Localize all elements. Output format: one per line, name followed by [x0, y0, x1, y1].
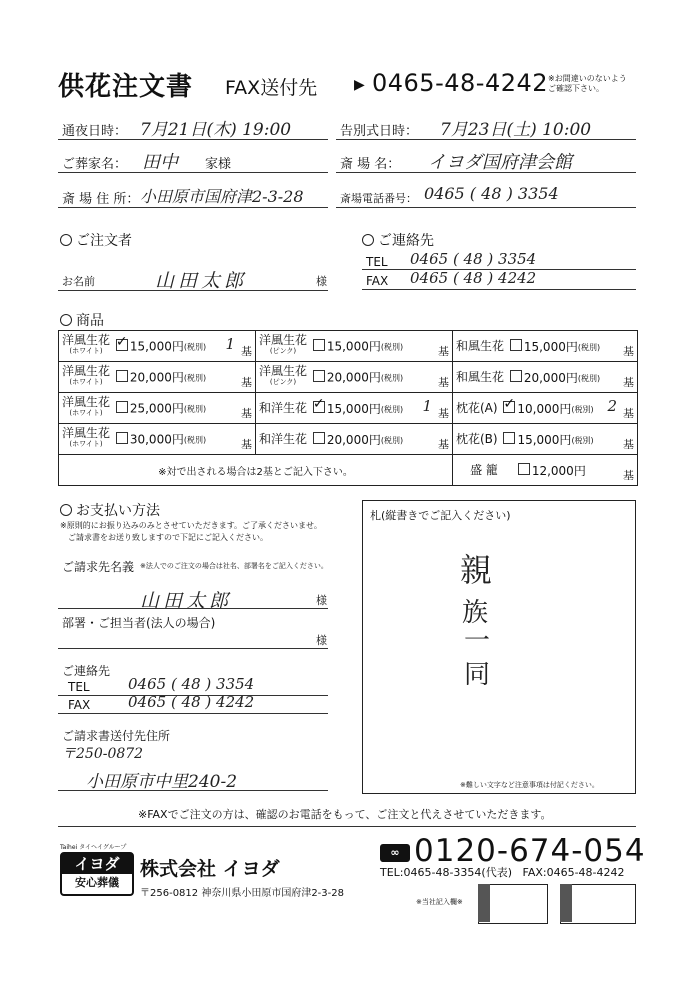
- unit-label: 基: [623, 345, 634, 358]
- company-name: 株式会社 イヨダ: [140, 858, 280, 880]
- fax-confirm-note: ※FAXでご注文の方は、確認のお電話をもって、ご注文と代えさせていただきます。: [138, 808, 552, 821]
- orderer-heading: [60, 230, 132, 250]
- hall-underline: [336, 172, 636, 173]
- unit-label: 基: [241, 345, 252, 358]
- checkbox[interactable]: [116, 432, 128, 444]
- product-color: (ホワイト): [69, 378, 103, 386]
- product-cell[interactable]: [256, 424, 453, 455]
- office-use-stamp-2: [560, 884, 572, 922]
- tax-note: (税別): [183, 373, 207, 383]
- product-qty: 1: [225, 335, 235, 353]
- billing-zip-value: 〒250-0872: [62, 746, 144, 762]
- payment-note-2: ご請求書をお送り致しますので下記にご記入ください。: [68, 533, 268, 542]
- checkbox[interactable]: [503, 401, 515, 413]
- kokubetsu-label: 告別式日時：: [340, 124, 419, 139]
- tax-note: (税別): [571, 404, 594, 414]
- unit-label: 基: [438, 438, 449, 451]
- products-heading-text: 商品: [76, 313, 104, 329]
- product-price: 10,000円: [517, 401, 572, 416]
- payment-contact-label: ご連絡先: [62, 664, 111, 678]
- fuda-char-4: 同: [464, 660, 491, 690]
- product-cell[interactable]: [256, 393, 453, 424]
- company-address: 〒256-0812 神奈川県小田原市国府津2-3-28: [140, 888, 344, 899]
- family-label: ご葬家名：: [62, 157, 128, 172]
- unit-label: 基: [438, 407, 449, 420]
- product-color: (ホワイト): [69, 347, 103, 355]
- group-label: Taihei タイヘイグループ: [60, 844, 127, 851]
- contact-heading-text: ご連絡先: [378, 233, 434, 249]
- orderer-name-label: お名前: [62, 275, 95, 288]
- product-price: 20,000円: [523, 370, 578, 385]
- payment-tel-label: TEL: [68, 680, 90, 694]
- hall-tel-value: 0465 ( 48 ) 3354: [424, 184, 559, 203]
- kokubetsu-underline: [336, 139, 636, 140]
- unit-label: 基: [623, 438, 634, 451]
- product-name: 洋風生花: [259, 364, 308, 378]
- unit-label: 基: [438, 376, 449, 389]
- product-color: (ホワイト): [69, 440, 103, 448]
- company-logo: [60, 852, 134, 896]
- freedial-number: 0120-674-054: [414, 833, 646, 869]
- tsuya-label: 通夜日時：: [62, 124, 128, 139]
- office-use-stamp-1: [478, 884, 490, 922]
- contact-fax-label: FAX: [366, 274, 389, 288]
- unit-label: 基: [241, 407, 252, 420]
- unit-label: 基: [241, 376, 252, 389]
- product-name: 和洋生花: [259, 400, 308, 415]
- office-use-label: ※当社記入欄※: [416, 898, 463, 906]
- fuda-char-1: 親: [460, 551, 493, 589]
- product-qty: 2: [607, 397, 617, 415]
- product-name: 和洋生花: [259, 431, 308, 446]
- fuda-box[interactable]: [362, 500, 636, 794]
- checkbox[interactable]: [313, 432, 325, 444]
- orderer-heading-text: ご注文者: [76, 233, 132, 249]
- unit-label: 基: [623, 407, 634, 420]
- product-name: 洋風生花: [62, 426, 111, 440]
- contact-fax-value: 0465 ( 48 ) 4242: [410, 269, 537, 287]
- dept-underline: [58, 648, 328, 649]
- orderer-underline: [58, 290, 328, 291]
- logo-text-2: 安心葬儀: [75, 876, 119, 889]
- products-table: [58, 330, 638, 486]
- table-row: [59, 362, 638, 393]
- checkbox[interactable]: [313, 401, 325, 413]
- tax-note: (税別): [577, 373, 601, 383]
- fuda-char-3: 一: [464, 626, 491, 656]
- products-heading: [60, 310, 104, 330]
- product-price: 15,000円: [129, 339, 184, 354]
- product-cell[interactable]: [59, 362, 256, 393]
- billing-label: ご請求先名義: [62, 560, 135, 574]
- product-name: 和風生花: [456, 369, 505, 384]
- unit-label: 基: [623, 469, 634, 482]
- unit-label: 基: [623, 376, 634, 389]
- dept-label: 部署・ご担当者(法人の場合): [62, 616, 216, 630]
- pair-note: ※対で出される場合は2基とご記入下さい。: [158, 466, 353, 478]
- product-price: 15,000円: [326, 339, 381, 354]
- circle-icon: [60, 234, 72, 246]
- tax-note: (税別): [183, 342, 207, 352]
- product-price: 30,000円: [129, 432, 184, 447]
- billing-note: ※法人でのご注文の場合は社名、部署名をご記入ください。: [140, 562, 328, 570]
- checkbox[interactable]: [503, 432, 515, 444]
- hall-value: イヨダ国府津会館: [428, 152, 572, 173]
- product-cell[interactable]: [453, 455, 638, 486]
- product-price: 20,000円: [326, 432, 381, 447]
- tax-note: (税別): [380, 373, 404, 383]
- product-cell[interactable]: [453, 393, 638, 424]
- kokubetsu-value: 7月23日(土) 10:00: [440, 120, 592, 140]
- fuda-char-2: 族: [462, 598, 489, 628]
- product-name: 枕花(A): [456, 400, 498, 415]
- product-cell[interactable]: [256, 331, 453, 362]
- product-price: 15,000円: [326, 401, 381, 416]
- payment-heading-text: お支払い方法: [76, 503, 160, 519]
- billing-underline: [58, 608, 328, 609]
- tax-note: (税別): [380, 435, 404, 445]
- company-tel-fax: TEL:0465-48-3354(代表) FAX:0465-48-4242: [380, 866, 625, 879]
- fax-label: FAX送付先: [225, 77, 318, 99]
- checkbox[interactable]: [510, 339, 522, 351]
- product-price: 12,000円: [531, 463, 586, 478]
- checkbox[interactable]: [313, 370, 325, 382]
- dept-sama: 様: [316, 634, 327, 647]
- divider: [58, 826, 636, 827]
- circle-icon: [362, 234, 374, 246]
- contact-tel-label: TEL: [366, 255, 388, 269]
- table-row: [59, 331, 638, 362]
- arrow-right-icon: ▶: [354, 77, 365, 93]
- contact-fax-underline: [362, 289, 636, 290]
- product-color: (ピンク): [269, 378, 297, 386]
- product-price: 20,000円: [129, 370, 184, 385]
- checkbox[interactable]: [510, 370, 522, 382]
- freedial-icon: ∞: [380, 844, 410, 862]
- product-price: 25,000円: [129, 401, 184, 416]
- checkbox[interactable]: [116, 339, 128, 351]
- orderer-name-value: 山田太郎: [155, 270, 248, 292]
- product-name: 枕花(B): [456, 431, 498, 446]
- billing-address-label: ご請求書送付先住所: [62, 729, 171, 743]
- tax-note: (税別): [577, 342, 601, 352]
- table-row: [59, 455, 638, 486]
- product-cell[interactable]: [256, 362, 453, 393]
- hall-label: 斎 場 名：: [340, 157, 401, 172]
- payment-tel-value: 0465 ( 48 ) 3354: [128, 675, 255, 693]
- tax-note: (税別): [380, 342, 404, 352]
- orderer-sama: 様: [316, 275, 327, 288]
- product-name: 洋風生花: [62, 364, 111, 378]
- product-qty: 1: [422, 397, 432, 415]
- payment-fax-label: FAX: [68, 698, 91, 712]
- payment-fax-value: 0465 ( 48 ) 4242: [128, 693, 255, 711]
- address-label: 斎 場 住 所：: [62, 192, 140, 207]
- unit-label: 基: [438, 345, 449, 358]
- billing-address-underline: [58, 790, 328, 791]
- pair-note-cell: [59, 455, 453, 486]
- fax-number: 0465-48-4242: [372, 69, 549, 97]
- logo-text-1: イヨダ: [62, 854, 132, 874]
- fuda-heading: 札(縦書きでご記入ください): [370, 509, 511, 522]
- family-value: 田中: [142, 152, 178, 173]
- product-cell[interactable]: [59, 331, 256, 362]
- contact-heading: [362, 230, 434, 250]
- product-cell[interactable]: [59, 424, 256, 455]
- product-price: 20,000円: [326, 370, 381, 385]
- billing-value: 山田太郎: [140, 590, 233, 612]
- product-price: 15,000円: [523, 339, 578, 354]
- hall-tel-label: 斎場電話番号：: [340, 192, 417, 205]
- contact-tel-value: 0465 ( 48 ) 3354: [410, 250, 537, 268]
- fuda-note: ※難しい文字など注意事項は付記ください。: [460, 781, 599, 789]
- product-cell[interactable]: [453, 424, 638, 455]
- product-cell[interactable]: [453, 331, 638, 362]
- family-underline: [58, 172, 328, 173]
- table-row: [59, 424, 638, 455]
- tsuya-value: 7月21日(木) 19:00: [140, 120, 292, 140]
- product-name: 洋風生花: [62, 333, 111, 347]
- payment-note-1: ※原則的にお振り込みのみとさせていただきます。ご了承くださいませ。: [60, 521, 322, 530]
- product-cell[interactable]: [453, 362, 638, 393]
- product-price: 15,000円: [517, 432, 572, 447]
- circle-icon: [60, 314, 72, 326]
- product-cell[interactable]: [59, 393, 256, 424]
- hall-tel-underline: [336, 207, 636, 208]
- product-color: (ホワイト): [69, 409, 103, 417]
- checkbox[interactable]: [116, 401, 128, 413]
- billing-address-value: 小田原市中里240-2: [86, 772, 238, 792]
- fax-note: ※お間違いのないよう ご確認下さい。: [548, 74, 627, 93]
- family-suffix: 家様: [205, 157, 232, 172]
- tsuya-underline: [58, 139, 328, 140]
- product-name: 和風生花: [456, 338, 505, 353]
- address-underline: [58, 207, 328, 208]
- billing-sama: 様: [316, 594, 327, 607]
- tax-note: (税別): [183, 435, 207, 445]
- table-row: [59, 393, 638, 424]
- tax-note: (税別): [380, 404, 404, 414]
- payment-heading: [60, 500, 160, 520]
- checkbox[interactable]: [116, 370, 128, 382]
- tax-note: (税別): [183, 404, 207, 414]
- payment-fax-underline: [58, 713, 328, 714]
- checkbox[interactable]: [313, 339, 325, 351]
- product-color: (ピンク): [269, 347, 297, 355]
- product-name: 洋風生花: [259, 333, 308, 347]
- unit-label: 基: [241, 438, 252, 451]
- form-title: 供花注文書: [58, 72, 194, 102]
- product-name: 盛 籠: [470, 462, 498, 477]
- product-name: 洋風生花: [62, 395, 111, 409]
- tax-note: (税別): [571, 435, 594, 445]
- address-value: 小田原市国府津2-3-28: [140, 187, 304, 206]
- circle-icon: [60, 504, 72, 516]
- checkbox[interactable]: [518, 463, 530, 475]
